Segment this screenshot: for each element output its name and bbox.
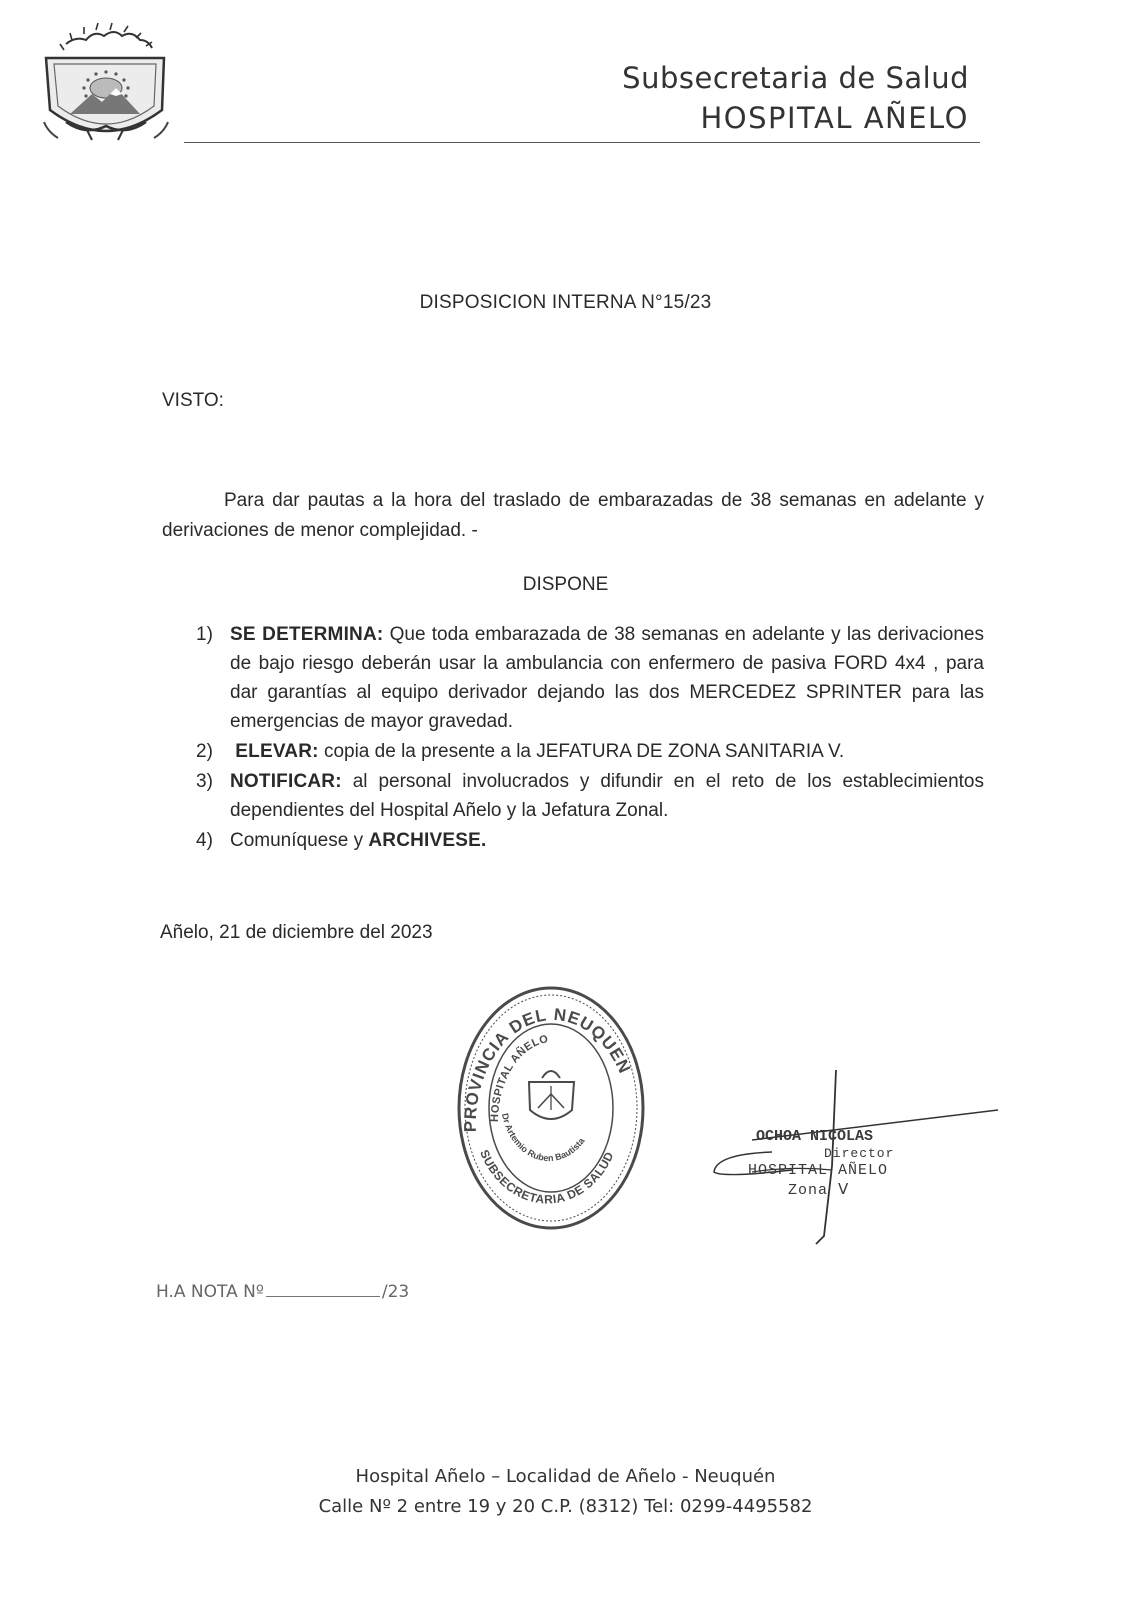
dispone-heading: DISPONE: [522, 574, 609, 595]
item-number: 2): [196, 741, 213, 762]
list-item: [196, 737, 984, 766]
signature-institution: HOSPITAL AÑELO: [748, 1162, 889, 1179]
signature-name: OCHOA NICOLAS: [756, 1128, 874, 1145]
nota-reference: [156, 1282, 409, 1302]
item-keyword: NOTIFICAR:: [230, 771, 342, 792]
item-keyword: SE DETERMINA:: [230, 624, 384, 645]
provincial-emblem-icon: [36, 14, 176, 154]
seal-inner-text: HOSPITAL AÑELO: [488, 1033, 550, 1123]
document-title: DISPOSICION INTERNA N°15/23: [419, 292, 712, 313]
seal-center-text: Dr Artemio Ruben Bautista: [499, 1112, 587, 1164]
item-keyword: ELEVAR:: [235, 741, 319, 762]
director-signature: [712, 1066, 1022, 1276]
footer-location: Hospital Añelo – Localidad de Añelo - Neuquén: [355, 1466, 776, 1487]
footer: [0, 1462, 1131, 1522]
date-line: Añelo, 21 de diciembre del 2023: [160, 922, 433, 943]
visto-label: VISTO:: [162, 390, 224, 411]
header-hospital-name: HOSPITAL AÑELO: [700, 101, 969, 135]
item-text: al personal involucrados y difundir en el reto de los establecimientos dependientes del Hospital Añelo y la Jefatura Zonal.: [230, 771, 984, 821]
header-divider: [184, 142, 980, 143]
seal-shield-icon: [529, 1071, 574, 1119]
item-number: 4): [196, 830, 213, 851]
nota-number-blank: [266, 1282, 380, 1297]
seal-bottom-text: SUBSECRETARIA DE SALUD: [477, 1147, 617, 1207]
item-text: copia de la presente a la JEFATURA DE ZONA SANITARIA V.: [318, 741, 845, 762]
dispositions-list: [196, 620, 984, 856]
signature-zone: Zona Ⅴ: [788, 1182, 850, 1199]
list-item: [196, 767, 984, 825]
item-keyword: ARCHIVESE.: [368, 830, 487, 851]
list-item: [196, 620, 984, 736]
nota-suffix: /23: [381, 1282, 410, 1302]
item-text: Que toda embarazada de 38 semanas en adelante y las derivaciones de bajo riesgo deberán usar la ambulancia con enfermero de pasiva FORD 4x4 , para dar garantías al equipo derivador dejando las dos MERCEDEZ SPRINTER para las emergencias de mayor gravedad.: [230, 624, 984, 732]
header-subsecretaria: Subsecretaria de Salud: [622, 61, 969, 95]
item-number: 3): [196, 771, 213, 792]
footer-address: Calle Nº 2 entre 19 y 20 C.P. (8312) Tel: 0299-4495582: [318, 1496, 813, 1517]
intro-paragraph: Para dar pautas a la hora del traslado de embarazadas de 38 semanas en adelante y derivaciones de menor complejidad. -: [162, 490, 984, 541]
seal-outer-text: PROVINCIA DEL NEUQUEN: [460, 1004, 635, 1133]
nota-prefix: H.A NOTA Nº: [156, 1282, 264, 1302]
list-item: [196, 826, 984, 855]
header: [622, 58, 969, 138]
svg-text:Dr Artemio Ruben Bautista: [500, 1112, 587, 1163]
item-text: Comuníquese y: [230, 830, 369, 851]
signature-role: Director: [824, 1146, 895, 1161]
official-seal-stamp: [454, 982, 648, 1232]
item-number: 1): [196, 624, 213, 645]
